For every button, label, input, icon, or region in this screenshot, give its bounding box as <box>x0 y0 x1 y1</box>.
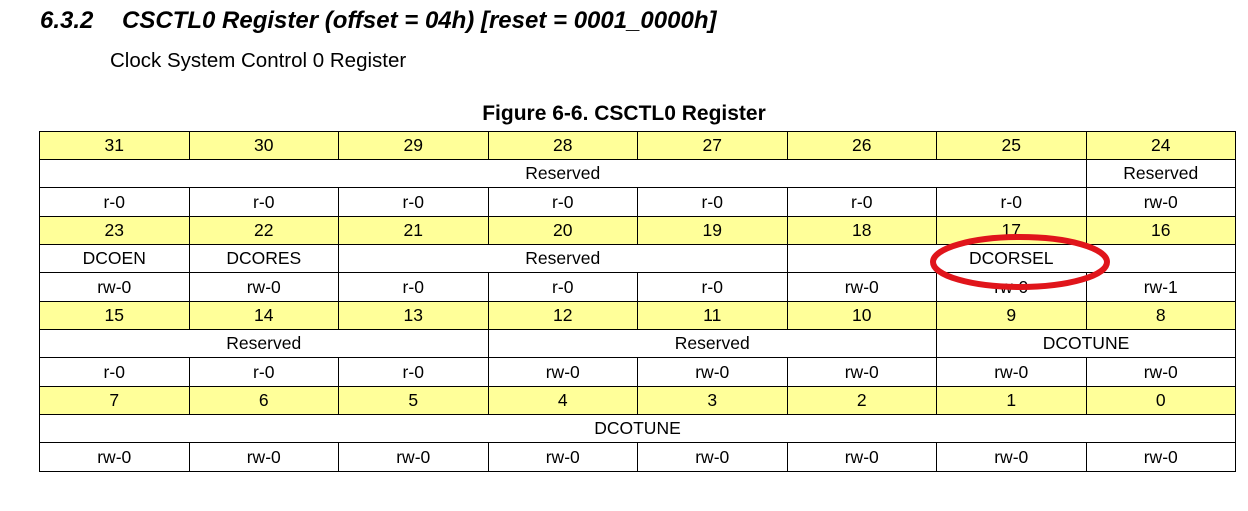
field-name-cell: Reserved <box>339 245 788 273</box>
access-type-cell: r-0 <box>937 188 1087 217</box>
bit-number-cell: 14 <box>189 302 339 330</box>
field-name-cell: DCORSEL <box>787 245 1236 273</box>
access-type-cell: rw-0 <box>1086 443 1236 472</box>
bit-number-cell: 7 <box>40 387 190 415</box>
access-type-cell: r-0 <box>40 358 190 387</box>
field-name-cell: DCOTUNE <box>937 330 1236 358</box>
access-type-cell: rw-0 <box>488 358 638 387</box>
access-type-cell: rw-0 <box>638 358 788 387</box>
access-type-cell: r-0 <box>638 273 788 302</box>
bit-number-row <box>40 387 1236 415</box>
section-number: 6.3.2 <box>40 7 94 34</box>
field-name-cell: DCOTUNE <box>40 415 1236 443</box>
bit-number-cell: 9 <box>937 302 1087 330</box>
bit-number-row <box>40 217 1236 245</box>
bit-number-cell: 30 <box>189 132 339 160</box>
access-type-cell: r-0 <box>638 188 788 217</box>
access-type-row <box>40 443 1236 472</box>
access-type-cell: r-0 <box>488 273 638 302</box>
bit-number-cell: 20 <box>488 217 638 245</box>
bit-number-cell: 25 <box>937 132 1087 160</box>
bit-number-cell: 0 <box>1086 387 1236 415</box>
bit-number-cell: 4 <box>488 387 638 415</box>
access-type-cell: r-0 <box>787 188 937 217</box>
access-type-cell: rw-0 <box>1086 358 1236 387</box>
bit-number-cell: 16 <box>1086 217 1236 245</box>
bit-number-cell: 28 <box>488 132 638 160</box>
access-type-cell: rw-0 <box>937 443 1087 472</box>
bit-number-cell: 12 <box>488 302 638 330</box>
access-type-cell: r-0 <box>488 188 638 217</box>
access-type-cell: rw-0 <box>40 443 190 472</box>
bit-number-cell: 27 <box>638 132 788 160</box>
bit-number-row <box>40 132 1236 160</box>
access-type-cell: rw-0 <box>937 273 1087 302</box>
bit-number-cell: 15 <box>40 302 190 330</box>
bit-number-cell: 1 <box>937 387 1087 415</box>
field-name-row <box>40 245 1236 273</box>
figure-caption: Figure 6-6. CSCTL0 Register <box>482 102 766 125</box>
field-name-row <box>40 330 1236 358</box>
access-type-cell: r-0 <box>189 188 339 217</box>
field-name-cell: Reserved <box>488 330 937 358</box>
bit-number-cell: 31 <box>40 132 190 160</box>
bit-number-cell: 6 <box>189 387 339 415</box>
access-type-cell: rw-0 <box>189 273 339 302</box>
access-type-cell: r-0 <box>189 358 339 387</box>
field-name-cell: DCORES <box>189 245 339 273</box>
access-type-cell: r-0 <box>40 188 190 217</box>
bit-number-cell: 29 <box>339 132 489 160</box>
field-name-cell: Reserved <box>40 160 1087 188</box>
register-description: Clock System Control 0 Register <box>110 49 407 72</box>
field-name-row <box>40 160 1236 188</box>
bit-number-cell: 5 <box>339 387 489 415</box>
access-type-cell: rw-0 <box>40 273 190 302</box>
section-heading <box>40 7 716 35</box>
section-title: CSCTL0 Register (offset = 04h) [reset = 0001_0000h] <box>122 7 717 34</box>
access-type-cell: rw-0 <box>787 358 937 387</box>
access-type-cell: rw-0 <box>339 443 489 472</box>
bit-number-cell: 17 <box>937 217 1087 245</box>
bit-number-cell: 13 <box>339 302 489 330</box>
access-type-cell: rw-1 <box>1086 273 1236 302</box>
bit-number-cell: 2 <box>787 387 937 415</box>
register-table <box>39 131 1236 472</box>
bit-number-cell: 18 <box>787 217 937 245</box>
access-type-row <box>40 273 1236 302</box>
access-type-row <box>40 188 1236 217</box>
access-type-cell: rw-0 <box>189 443 339 472</box>
bit-number-cell: 26 <box>787 132 937 160</box>
bit-number-cell: 21 <box>339 217 489 245</box>
field-name-cell: Reserved <box>40 330 489 358</box>
bit-number-cell: 24 <box>1086 132 1236 160</box>
access-type-cell: rw-0 <box>787 443 937 472</box>
access-type-row <box>40 358 1236 387</box>
bit-number-cell: 22 <box>189 217 339 245</box>
access-type-cell: rw-0 <box>638 443 788 472</box>
access-type-cell: r-0 <box>339 188 489 217</box>
access-type-cell: rw-0 <box>488 443 638 472</box>
bit-number-cell: 23 <box>40 217 190 245</box>
bit-number-cell: 19 <box>638 217 788 245</box>
field-name-cell: Reserved <box>1086 160 1236 188</box>
bit-number-cell: 3 <box>638 387 788 415</box>
field-name-cell: DCOEN <box>40 245 190 273</box>
bit-number-row <box>40 302 1236 330</box>
access-type-cell: rw-0 <box>937 358 1087 387</box>
access-type-cell: rw-0 <box>787 273 937 302</box>
bit-number-cell: 10 <box>787 302 937 330</box>
field-name-row <box>40 415 1236 443</box>
access-type-cell: rw-0 <box>1086 188 1236 217</box>
access-type-cell: r-0 <box>339 358 489 387</box>
bit-number-cell: 11 <box>638 302 788 330</box>
access-type-cell: r-0 <box>339 273 489 302</box>
bit-number-cell: 8 <box>1086 302 1236 330</box>
